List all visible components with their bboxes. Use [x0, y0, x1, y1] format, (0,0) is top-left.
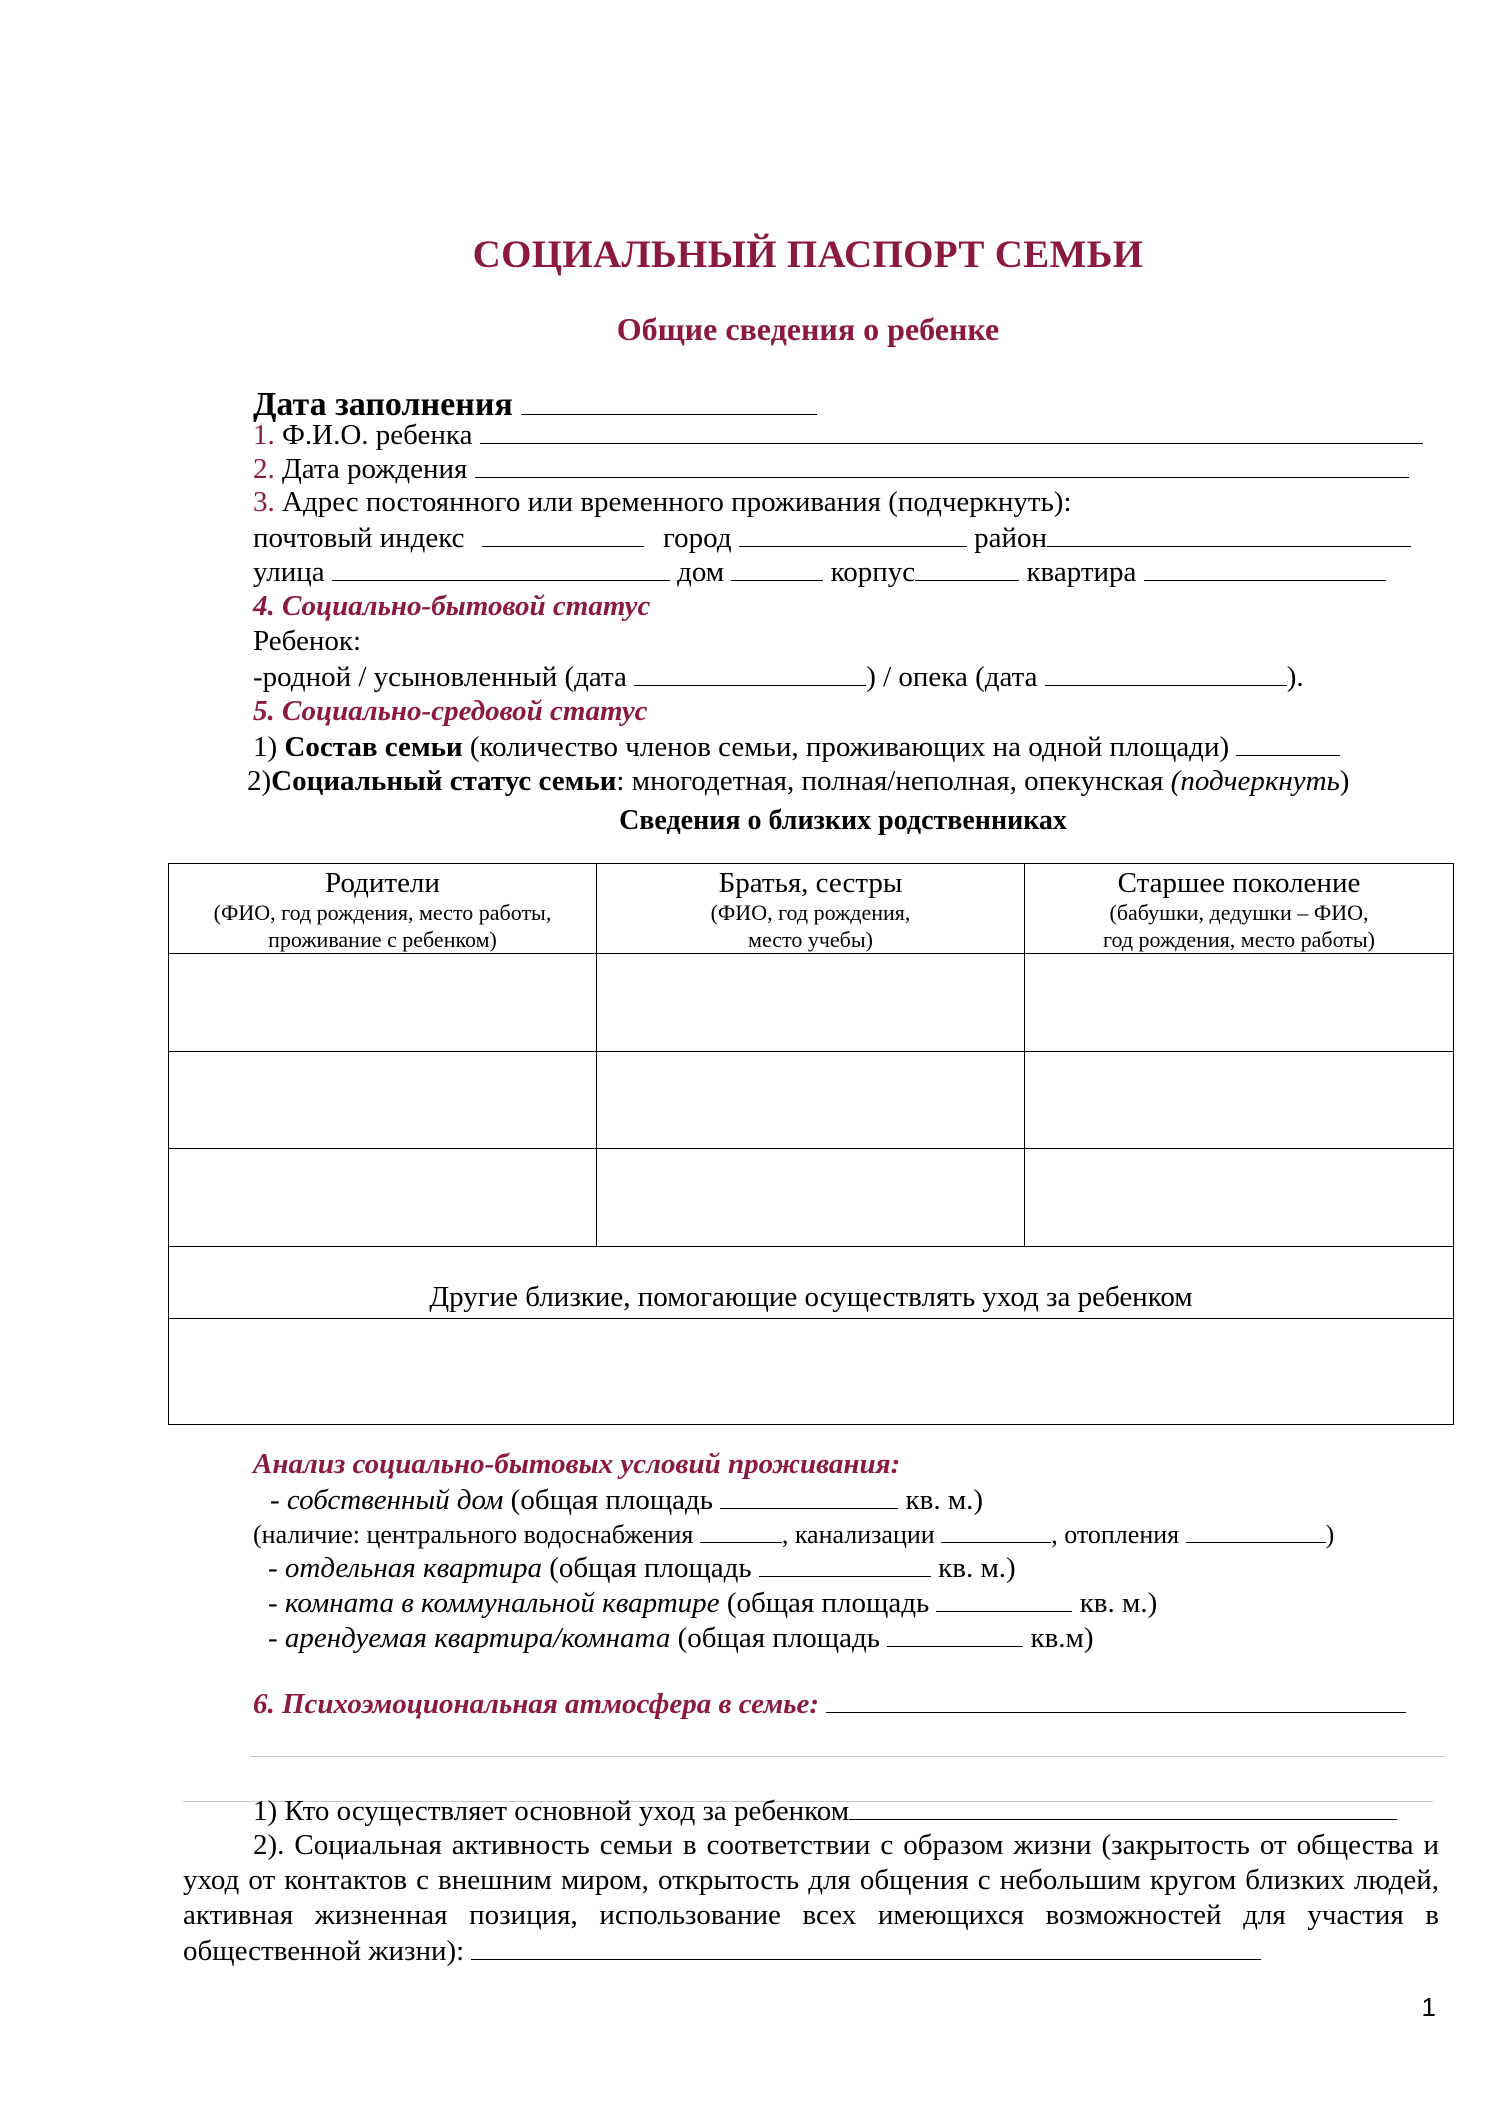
- status-end: ).: [1286, 661, 1304, 693]
- district-label: район: [974, 522, 1048, 554]
- sewer-blank[interactable]: [941, 1516, 1051, 1543]
- table-cell[interactable]: [597, 1052, 1025, 1149]
- building-label: корпус: [830, 556, 916, 588]
- address-line-2: [253, 554, 1386, 589]
- divider: [250, 1756, 1445, 1757]
- city-label: город: [663, 522, 732, 554]
- rented-area-blank[interactable]: [887, 1620, 1023, 1647]
- family-composition-note: (количество членов семьи, проживающих на одной площади): [469, 731, 1230, 763]
- water-blank[interactable]: [700, 1516, 782, 1543]
- street-label: улица: [253, 556, 325, 588]
- others-cell[interactable]: [169, 1319, 1454, 1425]
- col-title: Родители: [325, 867, 440, 899]
- col-subtitle: проживание с ребенком): [268, 927, 497, 952]
- col-subtitle: (ФИО, год рождения,: [710, 900, 911, 925]
- table-row: [169, 954, 1454, 1052]
- separate-apt-line: - отдельная квартира (общая площадь кв. м.): [268, 1552, 1016, 1584]
- guardianship-date-blank[interactable]: [1045, 659, 1287, 686]
- rented-line: - арендуемая квартира/комната (общая площадь кв.м): [268, 1622, 1094, 1654]
- address-line-1: [253, 520, 1411, 555]
- status-options: , полная/неполная, опекунская: [786, 765, 1164, 797]
- table-header-row: [169, 864, 1454, 954]
- family-status-label: Социальный статус семьи: [271, 765, 617, 797]
- field-child-name: [253, 417, 1423, 452]
- water-label: (наличие: центрального водоснабжения: [253, 1520, 694, 1549]
- care-label: 1) Кто осуществляет основной уход за ребенком: [253, 1795, 850, 1827]
- col-subtitle: (бабушки, дедушки – ФИО,: [1109, 900, 1369, 925]
- rented-label: арендуемая квартира/комната: [284, 1622, 671, 1654]
- col-subtitle: (ФИО, год рождения, место работы,: [213, 900, 552, 925]
- others-header-row: [169, 1247, 1454, 1319]
- table-cell[interactable]: [1025, 1052, 1454, 1149]
- city-blank[interactable]: [739, 520, 967, 547]
- building-blank[interactable]: [915, 554, 1019, 581]
- col-title: Братья, сестры: [718, 867, 903, 899]
- field-label: Ф.И.О. ребенка: [282, 419, 473, 451]
- section-5-title: 5. Социально-средовой статус: [253, 695, 648, 727]
- postal-index-blank[interactable]: [482, 520, 644, 547]
- status-large: : многодетная: [616, 765, 787, 797]
- relatives-table: [168, 863, 1454, 1425]
- others-text: Другие близкие, помогающие осуществлять уход за ребенком: [429, 1281, 1193, 1313]
- page-number: 1: [1421, 1992, 1436, 2022]
- unit-label: кв.м): [1030, 1622, 1094, 1654]
- social-activity-text: 2). Социальная активность семьи в соответствии с образом жизни (закрытость от общества и уход от контактов с внешним миром, открытость для общения с небольшим кругом близких людей, активная жизненная позиция, использование всех имеющихся возможностей для участия в общественной жизни):: [183, 1829, 1439, 1967]
- child-status-line: [253, 659, 1304, 694]
- communal-room-label: комната в коммунальной квартире: [284, 1587, 720, 1619]
- section-4-title: 4. Социально-бытовой статус: [253, 590, 651, 622]
- field-address: [253, 485, 1072, 519]
- relatives-title: Сведения о близких родственниках: [619, 805, 1067, 836]
- area-label: (общая площадь: [510, 1484, 714, 1516]
- col-elders: [1025, 864, 1454, 954]
- col-parents: [169, 864, 597, 954]
- unit-label: кв. м.): [938, 1552, 1016, 1584]
- status-end: ): [1339, 765, 1350, 797]
- child-name-blank[interactable]: [480, 417, 1423, 444]
- district-blank[interactable]: [1047, 520, 1411, 547]
- underline-hint: (подчеркнуть: [1170, 765, 1340, 797]
- fill-date-label: Дата заполнения: [253, 386, 513, 423]
- section-6-line: [253, 1686, 1406, 1721]
- field-birth-date: [253, 451, 1409, 486]
- birth-date-blank[interactable]: [475, 451, 1409, 478]
- postal-index-label: почтовый индекс: [253, 522, 465, 554]
- sewer-label: , канализации: [781, 1520, 935, 1549]
- communal-room-line: - комната в коммунальной квартире (общая площадь кв. м.): [268, 1587, 1158, 1619]
- field-number: 2.: [253, 453, 275, 485]
- apartment-blank[interactable]: [1144, 554, 1386, 581]
- child-label: Ребенок:: [253, 625, 362, 657]
- own-house-area-blank[interactable]: [720, 1482, 898, 1509]
- col-subtitle: год рождения, место работы): [1102, 927, 1376, 952]
- house-blank[interactable]: [731, 554, 823, 581]
- unit-label: кв. м.): [1079, 1587, 1158, 1619]
- field-label: Адрес постоянного или временного проживания (подчеркнуть):: [282, 486, 1072, 518]
- field-number: 1.: [253, 419, 275, 451]
- table-cell[interactable]: [597, 954, 1025, 1052]
- document-title: СОЦИАЛЬНЫЙ ПАСПОРТ СЕМЬИ: [472, 233, 1144, 276]
- table-cell[interactable]: [169, 954, 597, 1052]
- unit-label: кв. м.): [905, 1484, 984, 1516]
- area-label: (общая площадь: [726, 1587, 930, 1619]
- area-label: (общая площадь: [677, 1622, 880, 1654]
- family-status-line: [247, 764, 1349, 798]
- area-label: (общая площадь: [549, 1552, 752, 1584]
- table-row: [169, 1149, 1454, 1247]
- native-label: -родной / усыновленный (дата: [253, 661, 627, 693]
- table-row: [169, 1319, 1454, 1425]
- section-6-title: 6. Психоэмоциональная атмосфера в семье:: [253, 1688, 819, 1720]
- table-cell[interactable]: [169, 1149, 597, 1247]
- family-composition-line: [253, 729, 1340, 764]
- others-label: [169, 1247, 1454, 1319]
- care-blank[interactable]: [849, 1793, 1397, 1820]
- separate-apt-area-blank[interactable]: [759, 1550, 931, 1577]
- heating-blank[interactable]: [1186, 1516, 1326, 1543]
- own-house-label: собственный дом: [286, 1484, 504, 1516]
- separate-apt-label: отдельная квартира: [284, 1552, 543, 1584]
- table-cell[interactable]: [1025, 1149, 1454, 1247]
- table-row: [169, 1052, 1454, 1149]
- utilities-line: (наличие: центрального водоснабжения , канализации , отопления ): [253, 1516, 1334, 1552]
- house-label: дом: [677, 556, 725, 588]
- table-cell[interactable]: [1025, 954, 1454, 1052]
- analysis-title: Анализ социально-бытовых условий проживания:: [253, 1448, 901, 1480]
- table-cell[interactable]: [169, 1052, 597, 1149]
- document-subtitle: Общие сведения о ребенке: [616, 311, 1000, 347]
- social-activity-paragraph: [183, 1828, 1439, 1969]
- item-number: 1): [253, 731, 278, 763]
- fill-date-blank[interactable]: [521, 388, 817, 415]
- family-composition-blank[interactable]: [1236, 729, 1340, 756]
- street-blank[interactable]: [332, 554, 670, 581]
- social-activity-blank[interactable]: [471, 1933, 1261, 1960]
- own-house-line: - собственный дом (общая площадь кв. м.): [270, 1484, 984, 1516]
- care-line: [253, 1793, 1397, 1828]
- atmosphere-blank[interactable]: [826, 1686, 1406, 1713]
- family-composition-label: Состав семьи: [284, 731, 463, 763]
- adoption-date-blank[interactable]: [634, 659, 866, 686]
- table-cell[interactable]: [597, 1149, 1025, 1247]
- heating-label: , отопления: [1051, 1520, 1180, 1549]
- field-label: Дата рождения: [282, 453, 468, 485]
- col-title: Старшее поколение: [1117, 867, 1361, 899]
- col-siblings: [597, 864, 1025, 954]
- field-number: 3.: [253, 486, 275, 518]
- apartment-label: квартира: [1026, 556, 1137, 588]
- col-subtitle: место учебы): [748, 927, 873, 952]
- item-number: 2): [247, 765, 272, 797]
- communal-room-area-blank[interactable]: [936, 1585, 1072, 1612]
- guardianship-label: ) / опека (дата: [866, 661, 1038, 693]
